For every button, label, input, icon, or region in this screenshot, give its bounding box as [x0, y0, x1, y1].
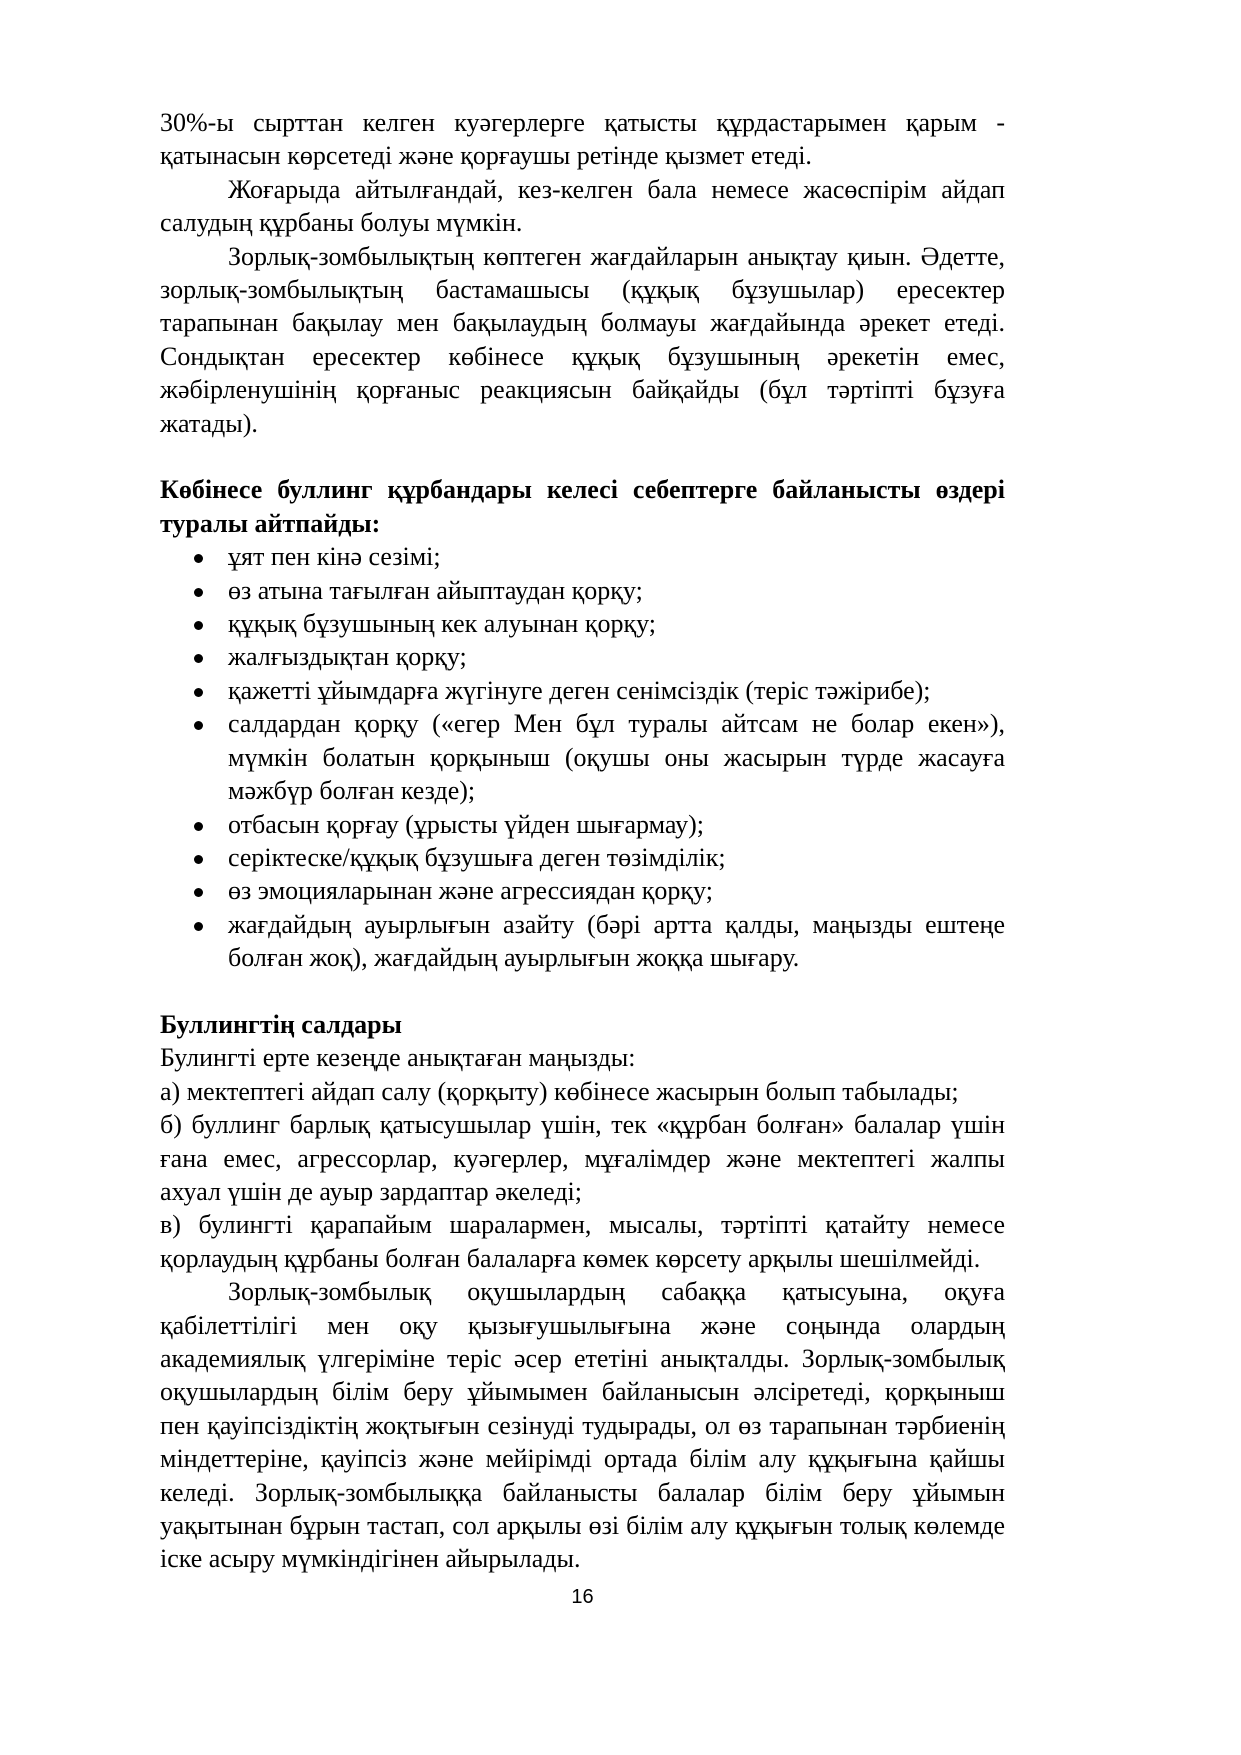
enumerated-point: а) мектептегі айдап салу (қорқыту) көбінесе жасырын болып табылады; — [160, 1076, 959, 1106]
list-item — [160, 908, 1005, 975]
bullet-icon — [194, 588, 203, 597]
bullet-icon — [194, 888, 203, 897]
bullet-icon — [194, 554, 203, 563]
list-item — [160, 607, 1005, 640]
paragraph: 30%-ы сырттан келген куәгерлерге қатысты құрдастарымен қарым - қатынасын көрсетеді және қорғаушы ретінде қызмет етеді. — [160, 108, 1005, 171]
bullet-icon — [194, 721, 203, 730]
paragraph: Булингті ерте кезеңде анықтаған маңызды: — [160, 1043, 636, 1073]
bullet-icon — [194, 822, 203, 831]
bullet-icon — [194, 922, 203, 931]
list-item-text: серіктеске/құқық бұзушыға деген төзімділік; — [228, 842, 726, 872]
list-item — [160, 841, 1005, 874]
bullet-list — [160, 540, 1005, 974]
page-number: 16 — [571, 1585, 594, 1608]
page-body — [160, 106, 1005, 1608]
list-item — [160, 874, 1005, 907]
list-item-text: отбасын қорғау (ұрысты үйден шығармау); — [228, 809, 704, 839]
paragraph: Зорлық-зомбылықтың көптеген жағдайларын анықтау қиын. Әдетте, зорлық-зомбылықтың бастамашысы (құқық бұзушылар) ересектер тарапынан бақылау мен бақылаудың болмауы жағдайында әрекет етеді. Сондықтан ересектер көбінесе құқық бұзушының әрекетін емес, жәбірленушінің қорғаныс реакциясын байқайды (бұл тәртіпті бұзуға жатады). — [160, 241, 1005, 438]
list-item-text: өз атына тағылған айыптаудан қорқу; — [228, 575, 643, 605]
bullet-icon — [194, 654, 203, 663]
list-item — [160, 674, 1005, 707]
section-heading: Буллингтің салдары — [160, 1009, 402, 1039]
list-item — [160, 640, 1005, 673]
enumerated-point: в) булингті қарапайым шаралармен, мысалы, тәртіпті қатайту немесе қорлаудың құрбаны болған балаларға көмек көрсету арқылы шешілмейді. — [160, 1210, 1005, 1273]
list-item — [160, 707, 1005, 807]
list-item-text: жағдайдың ауырлығын азайту (бәрі артта қалды, маңызды ештеңе болған жоқ), жағдайдың ауырлығын жоққа шығару. — [228, 909, 1005, 973]
section-heading: Көбінесе буллинг құрбандары келесі себептерге байланысты өздері туралы айтпайды: — [160, 475, 1005, 538]
list-item-text: құқық бұзушының кек алуынан қорқу; — [228, 609, 656, 639]
paragraph: Зорлық-зомбылық оқушылардың сабаққа қатысуына, оқуға қабілеттілігі мен оқу қызығушылығына және соңында олардың академиялық үлгеріміне теріс әсер ететіні анықталды. Зорлық-зомбылық оқушылардың білім беру ұйымымен байланысын әлсіретеді, қорқыныш пен қауіпсіздіктің жоқтығын сезінуді тудырады, ол өз тарапынан тәрбиенің міндеттеріне, қауіпсіз және мейірімді ортада білім алу құқығына қайшы келеді. Зорлық-зомбылыққа байланысты балалар білім беру ұйымын уақытынан бұрын тастап, сол арқылы өзі білім алу құқығын толық көлемде іске асыру мүмкіндігінен айырылады. — [160, 1277, 1005, 1574]
list-item-text: салдардан қорқу («егер Мен бұл туралы айтсам не болар екен»), мүмкін болатын қорқыныш (оқушы оны жасырын түрде жасауға мәжбүр болған кезде); — [228, 709, 1005, 806]
list-item — [160, 574, 1005, 607]
paragraph: Жоғарыда айтылғандай, кез-келген бала немесе жасөспірім айдап салудың құрбаны болуы мүмкін. — [160, 174, 1005, 238]
bullet-icon — [194, 621, 203, 630]
bullet-icon — [194, 855, 203, 864]
list-item-text: өз эмоцияларынан және агрессиядан қорқу; — [228, 876, 713, 906]
list-item-text: жалғыздықтан қорқу; — [228, 642, 467, 672]
list-item — [160, 808, 1005, 841]
list-item-text: ұят пен кінә сезімі; — [228, 542, 441, 572]
list-item — [160, 540, 1005, 573]
enumerated-point: б) буллинг барлық қатысушылар үшін, тек «құрбан болған» балалар үшін ғана емес, агрессорлар, куәгерлер, мұғалімдер және мектептегі жалпы ахуал үшін де ауыр зардаптар әкеледі; — [160, 1110, 1005, 1206]
bullet-icon — [194, 688, 203, 697]
list-item-text: қажетті ұйымдарға жүгінуге деген сенімсіздік (теріс тәжірибе); — [228, 675, 931, 705]
